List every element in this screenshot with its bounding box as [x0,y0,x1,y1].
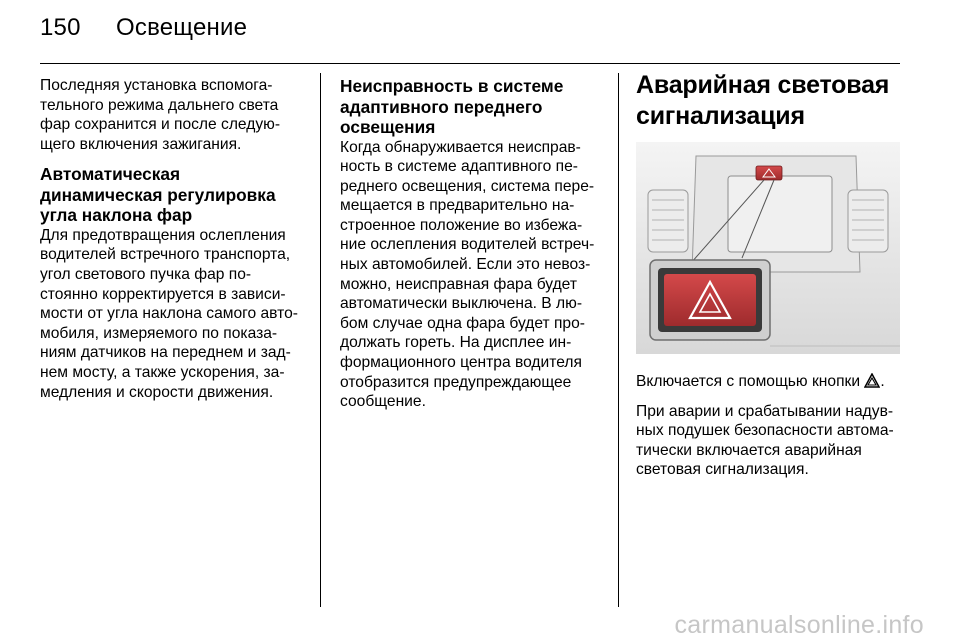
hazard-button-illustration [636,142,900,354]
page-number: 150 [40,14,81,41]
column-1 [40,76,312,412]
column-2 [340,76,602,422]
watermark: carmanualsonline.info [674,611,924,639]
afl-fault-heading: Неисправность в системе адаптивного переднего освещения [340,76,564,137]
column-3 [636,70,904,490]
section-title: Освещение [116,14,248,41]
page-header [40,14,247,42]
hazard-warning-icon-inline [864,373,880,388]
hazard-caption [636,372,904,392]
auto-leveling-heading: Автоматическая динамическая регулировка угла наклона фар [40,164,276,226]
hazard-caption-text: Включается с помощью кнопки [636,373,865,390]
afl-fault-body: Когда обнаруживается неисправ- ность в системе адаптивного пе- реднего освещения, система пере- мещается в предварительно на- строенное положение во избежа- ние ослепления водителей встреч- ных автомобилей. Если это невоз- можно, неисправная фара будет автоматически выключена. В лю- бом случае одна фара будет про- должать гореть. На дисплее ин- формационного центра водителя отобразится предупреждающее сообщение. [340,138,595,411]
intro-paragraph: Последняя установка вспомога- тельного режима дальнего света фар сохранится и после следую- щего включения зажигания. [40,77,281,153]
auto-leveling-body: Для предотвращения ослепления водителей встречного транспорта, угол светового пучка фар по- стоянно корректируется в зависи- мости от угла наклона самого авто- мобиля, измеряемого по показа- ниям датчиков на переднем и зад- нем мосту, а также ускорения, за- медления и скорости движения. [40,226,298,401]
hazard-caption-end: . [880,373,885,390]
hazard-lights-heading: Аварийная световая сигнализация [636,71,890,130]
column-divider-1 [320,73,321,607]
hazard-body: При аварии и срабатывании надув- ных подушек безопасности автома- тически включается аварийная световая сигнализация. [636,402,894,479]
header-rule [40,63,900,64]
column-divider-2 [618,73,619,607]
